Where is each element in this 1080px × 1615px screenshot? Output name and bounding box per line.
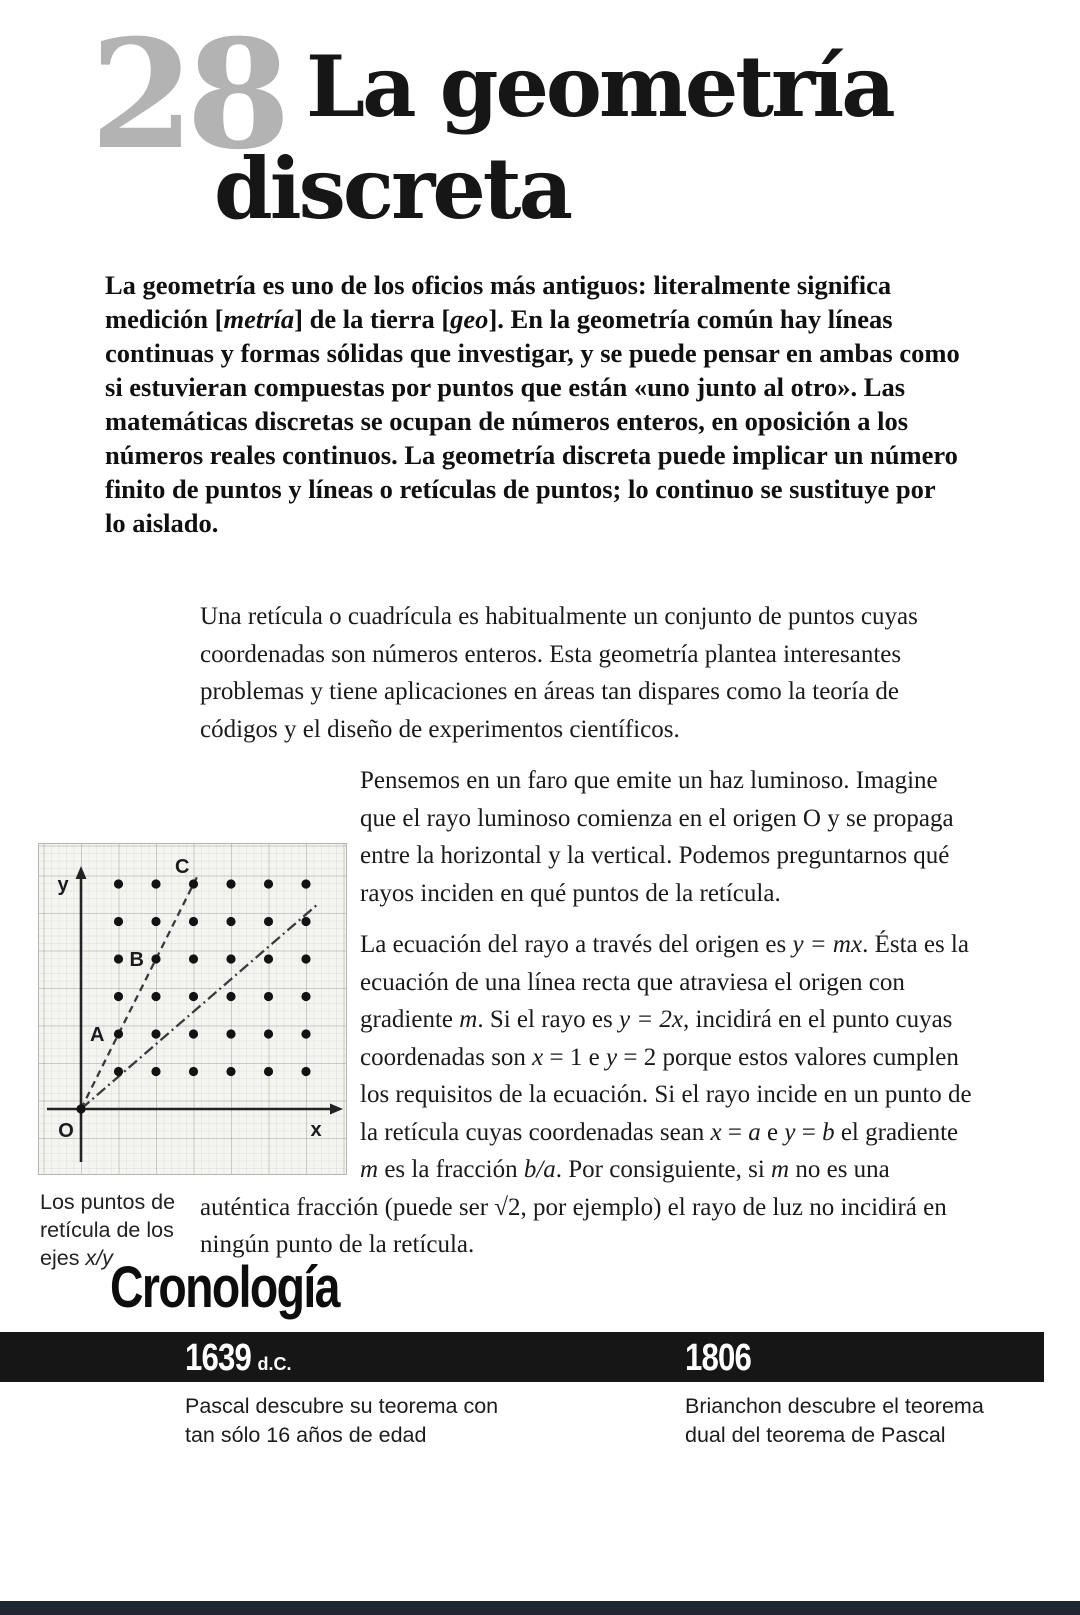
- text-segment: y: [784, 1118, 796, 1146]
- text-segment: ]. En la geometría común hay líneas continuas y formas sólidas que investigar, y se puede pensar en ambas como si estuvieran compuestas por puntos que están «uno junto al otro». Las matemáticas discretas se ocupan de números enteros, en oposición a los números reales continuos. La geometría discreta puede implicar un número finito de puntos y líneas o retículas de puntos; lo continuo se sustituye por lo aislado.: [105, 304, 960, 538]
- lattice-dot: [114, 879, 123, 888]
- body-paragraph-1: Una retícula o cuadrícula es habitualmente un conjunto de puntos cuyas coordenadas son números enteros. Esta geometría plantea interesantes problemas y tiene aplicaciones en áreas tan dispares como la teoría de códigos y el diseño de experimentos científicos.: [200, 603, 918, 743]
- text-segment: . Ésta es la ecuación de una línea recta que atraviesa el origen con gradiente: [360, 931, 969, 1033]
- timeline-entry-year: [685, 1337, 758, 1380]
- lattice-dot: [114, 992, 123, 1001]
- text-segment: . Si el rayo es: [477, 1006, 619, 1033]
- lattice-dot: [226, 917, 235, 926]
- lattice-dot: [301, 1067, 310, 1076]
- lattice-dot: [301, 917, 310, 926]
- lattice-figure-svg: [39, 844, 346, 1174]
- text-segment: Los puntos de retícula de los ejes: [40, 1190, 176, 1270]
- text-segment: el gradiente: [834, 1118, 959, 1146]
- year-suffix: d.C.: [257, 1354, 292, 1374]
- lattice-dot: [226, 1029, 235, 1038]
- point-label-a: A: [90, 1024, 105, 1046]
- page-title-line-2: discreta: [214, 139, 571, 238]
- cronologia-heading: Cronología: [110, 1255, 339, 1320]
- text-segment: y = 2x: [618, 1006, 684, 1033]
- text-segment: La geometría es uno de los oficios más antiguos: literalmente significa medición [: [105, 270, 892, 334]
- text-segment: . Por consiguiente, si: [555, 1156, 772, 1183]
- lattice-dot: [189, 879, 198, 888]
- lattice-dot: [264, 1029, 273, 1038]
- text-segment: a: [748, 1118, 761, 1146]
- lattice-dot: [189, 1067, 198, 1076]
- text-segment: m: [771, 1156, 790, 1183]
- origin-dot: [76, 1104, 85, 1113]
- lattice-dot: [301, 954, 310, 963]
- lattice-dot: [189, 954, 198, 963]
- year-label: 1639: [185, 1337, 252, 1379]
- lattice-dot: [226, 879, 235, 888]
- lattice-dot: [226, 954, 235, 963]
- origin-label: O: [58, 1120, 74, 1142]
- point-label-b: B: [129, 949, 144, 971]
- text-segment: La ecuación del rayo a través del origen es: [360, 931, 793, 958]
- text-segment: e: [760, 1118, 785, 1146]
- text-segment: = 1 e: [543, 1043, 606, 1071]
- text-segment: =: [795, 1118, 823, 1146]
- text-segment: ] de la tierra [: [294, 304, 451, 334]
- lattice-dot: [264, 879, 273, 888]
- bottom-edge-bar: [0, 1601, 1080, 1615]
- lattice-dot: [264, 917, 273, 926]
- lattice-dot: [114, 917, 123, 926]
- lattice-dot: [114, 1067, 123, 1076]
- text-segment: m: [459, 1006, 478, 1033]
- text-segment: y: [605, 1043, 618, 1071]
- timeline-entry-year: [185, 1337, 292, 1380]
- lattice-dot: [226, 1067, 235, 1076]
- lattice-dot: [151, 992, 160, 1001]
- lattice-dot: [301, 992, 310, 1001]
- lattice-dot: [151, 917, 160, 926]
- text-segment: x: [532, 1043, 544, 1071]
- chapter-number: 28: [90, 7, 283, 183]
- timeline-description: Pascal descubre su teorema con tan sólo 16 años de edad: [185, 1394, 499, 1447]
- text-segment: x/y: [85, 1246, 113, 1270]
- text-segment: no es una auténtica fracción (puede ser √2, por ejemplo) el rayo de luz no incidirá en ningún punto de la retícula.: [200, 1156, 947, 1258]
- x-axis-label: x: [310, 1119, 322, 1141]
- lattice-dot: [264, 1067, 273, 1076]
- lattice-dot: [226, 992, 235, 1001]
- lattice-dot: [114, 954, 123, 963]
- point-label-c: C: [175, 856, 190, 878]
- lattice-dot: [189, 1029, 198, 1038]
- lattice-dot: [189, 917, 198, 926]
- lattice-dot: [189, 992, 198, 1001]
- timeline-year-bar: [0, 1332, 1044, 1382]
- text-segment: metría: [223, 304, 295, 334]
- page-title-line-1: La geometría: [306, 37, 893, 136]
- y-axis-arrow-icon: [76, 866, 87, 879]
- text-segment: x: [710, 1118, 722, 1146]
- lattice-figure: [38, 843, 347, 1175]
- text-segment: m: [360, 1156, 379, 1183]
- text-segment: es la fracción: [378, 1156, 524, 1183]
- year-label: 1806: [685, 1337, 752, 1379]
- timeline-description: Brianchon descubre el teorema dual del teorema de Pascal: [685, 1394, 984, 1447]
- intro-paragraph: [105, 268, 960, 540]
- text-segment: y = mx: [792, 931, 863, 958]
- lattice-dot: [151, 879, 160, 888]
- text-segment: geo: [450, 304, 489, 334]
- text-segment: , incidirá en el punto cuyas coordenadas son: [360, 1006, 953, 1071]
- ray-y-equals-2x: [81, 877, 197, 1110]
- lattice-dot: [301, 879, 310, 888]
- lattice-dot: [151, 954, 160, 963]
- lattice-dot: [264, 992, 273, 1001]
- lattice-dot: [264, 954, 273, 963]
- page-title: [0, 36, 893, 240]
- text-segment: b/a: [523, 1156, 556, 1183]
- lattice-dot: [151, 1067, 160, 1076]
- y-axis-label: y: [57, 874, 69, 896]
- lattice-dot: [114, 1029, 123, 1038]
- lattice-dot: [151, 1029, 160, 1038]
- body-paragraph-2-text: Pensemos en un faro que emite un haz luminoso. Imagine que el rayo luminoso comienza en el origen O y se propaga entre la horizontal y la vertical. Podemos preguntarnos qué rayos inciden en qué puntos de la retícula.: [360, 767, 954, 907]
- text-segment: = 2 porque estos valores cumplen los requisitos de la ecuación. Si el rayo incide en un punto de la retícula cuyas coordenadas sean: [360, 1043, 972, 1146]
- ray-irrational-gradient: [81, 905, 317, 1109]
- lattice-dot: [301, 1029, 310, 1038]
- text-segment: b: [822, 1118, 835, 1146]
- x-axis-arrow-icon: [330, 1104, 343, 1115]
- text-segment: =: [721, 1118, 749, 1146]
